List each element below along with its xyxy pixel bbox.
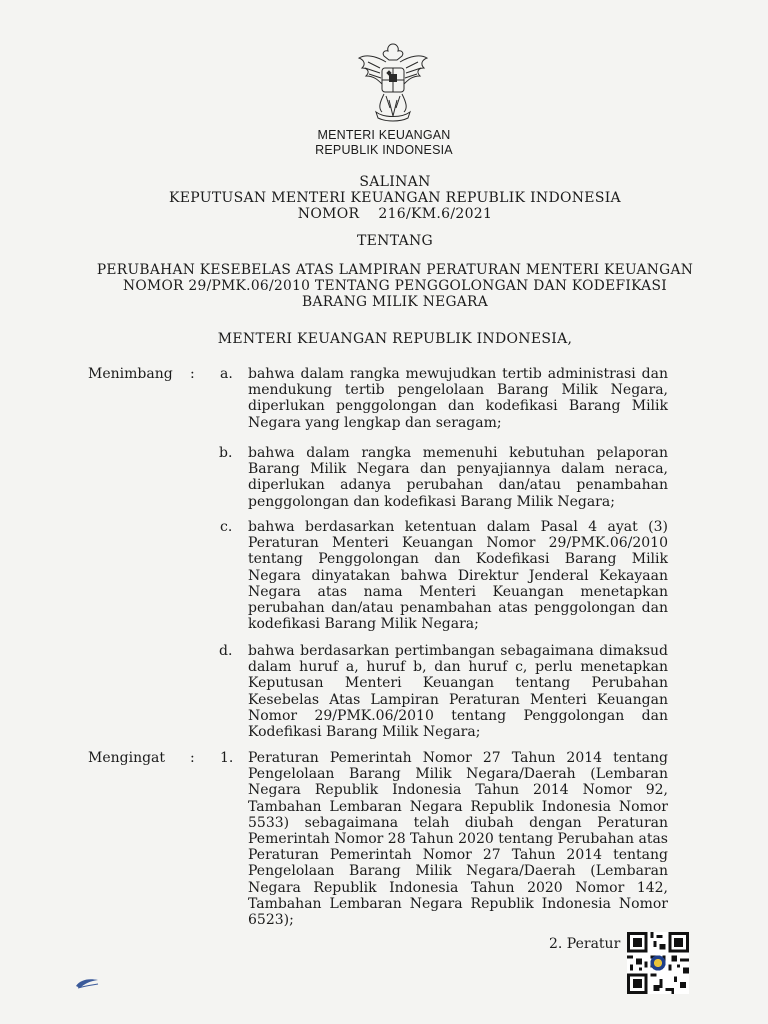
reference-marker-1: 1. <box>220 750 234 766</box>
qr-code-icon <box>627 932 689 994</box>
decree-title: KEPUTUSAN MENTERI KEUANGAN REPUBLIK INDONESIA <box>169 190 621 206</box>
consideration-b: bahwa dalam rangka memenuhi kebutuhan pelaporan Barang Milik Negara dan penyajiannya dalam neraca, diperlukan adanya perubahan dan/atau penambahan penggolongan dan kodefikasi Barang Milik Negara; <box>248 445 668 510</box>
subject-line-3: BARANG MILIK NEGARA <box>302 294 488 310</box>
mengingat-label: Mengingat <box>88 750 166 766</box>
subject-line-1: PERUBAHAN KESEBELAS ATAS LAMPIRAN PERATURAN MENTERI KEUANGAN <box>96 262 694 278</box>
copy-label: SALINAN <box>359 174 431 190</box>
authority-line: MENTERI KEUANGAN REPUBLIK INDONESIA, <box>217 331 573 347</box>
footer-logo-icon <box>74 976 100 990</box>
issuer-line-1: MENTERI KEUANGAN <box>317 128 451 142</box>
consideration-marker-c: c. <box>220 519 233 535</box>
about-label: TENTANG <box>356 233 434 249</box>
garuda-emblem-icon <box>356 38 430 126</box>
consideration-marker-a: a. <box>220 366 233 382</box>
reference-1: Peraturan Pemerintah Nomor 27 Tahun 2014 tentang Pengelolaan Barang Milik Negara/Daerah (Lembaran Negara Republik Indonesia Tahun 2014 Nomor 92, Tambahan Lembaran Negara Republik Indonesia Nomor 5533) sebagaimana telah diubah dengan Peraturan Pemerintah Nomor 28 Tahun 2020 tentang Perubahan atas Peraturan Pemerintah Nomor 27 Tahun 2014 tentang Pengelolaan Barang Milik Negara/Daerah (Lembaran Negara Republik Indonesia Tahun 2020 Nomor 142, Tambahan Lembaran Negara Republik Indonesia Nomor 6523); <box>248 750 668 929</box>
menimbang-label: Menimbang <box>88 366 173 382</box>
continuation-text: 2. Peratur <box>549 936 621 952</box>
consideration-c: bahwa berdasarkan ketentuan dalam Pasal 4 ayat (3) Peraturan Menteri Keuangan Nomor 29/PMK.06/2010 tentang Penggolongan dan Kodefikasi Barang Milik Negara dinyatakan bahwa Direktur Jenderal Kekayaan Negara atas nama Menteri Keuangan menetapkan perubahan dan/atau penambahan atas penggolongan dan kodefikasi Barang Milik Negara; <box>248 519 668 633</box>
issuer-line-2: REPUBLIK INDONESIA <box>315 143 453 157</box>
subject-line-2: NOMOR 29/PMK.06/2010 TENTANG PENGGOLONGAN DAN KODEFIKASI <box>123 278 667 294</box>
mengingat-colon: : <box>190 750 195 766</box>
consideration-marker-b: b. <box>219 445 233 461</box>
consideration-a: bahwa dalam rangka mewujudkan tertib administrasi dan mendukung tertib pengelolaan Barang Milik Negara, diperlukan penggolongan dan kodefikasi Barang Milik Negara yang lengkap dan seragam; <box>248 366 668 431</box>
consideration-d: bahwa berdasarkan pertimbangan sebagaimana dimaksud dalam huruf a, huruf b, dan huruf c, perlu menetapkan Keputusan Menteri Keuangan tentang Perubahan Kesebelas Atas Lampiran Peraturan Menteri Keuangan Nomor 29/PMK.06/2010 tentang Penggolongan dan Kodefikasi Barang Milik Negara; <box>248 643 668 741</box>
menimbang-colon: : <box>190 366 195 382</box>
decree-number: NOMOR 216/KM.6/2021 <box>297 206 493 222</box>
consideration-marker-d: d. <box>219 643 233 659</box>
